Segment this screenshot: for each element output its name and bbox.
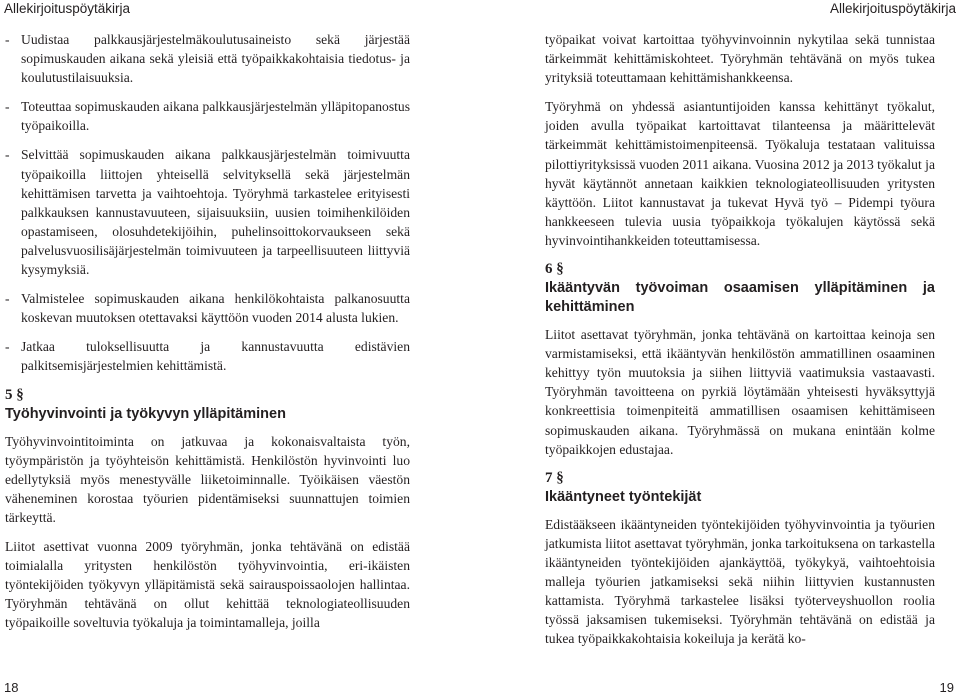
left-column bbox=[5, 30, 410, 642]
bullet-text: Jatkaa tuloksellisuutta ja kannustavuutta edistävien palkitsemisjärjestelmien kehittämistä. bbox=[21, 339, 410, 374]
right-column bbox=[545, 30, 935, 658]
section-number: 7 § bbox=[545, 469, 564, 486]
paragraph: Edistääkseen ikääntyneiden työntekijöiden työhyvinvointia ja työurien jatkumista liitot asettavat työryhmän, jonka tarkoituksena on tarkastella ikääntyneiden työntekijöiden ajankäyttöä, työkykyä, vaihtoehtoisia malleja työurien jatkamiseksi sekä niihin liittyvien kustannusten kattamista. Työryhmä tarkastelee lisäksi työterveyshuollon roolia työssä jaksamisen tukemiseksi. Työryhmän tehtävänä on edistää ja tukea työpaikkakohtaisia kokeiluja ja kerätä ko- bbox=[545, 516, 935, 647]
bullet-item: - Jatkaa tuloksellisuutta ja kannustavuutta edistävien palkitsemisjärjestelmien kehittämistä. bbox=[5, 339, 410, 374]
paragraph: Liitot asettavat työryhmän, jonka tehtävänä on kartoittaa keinoja sen varmistamiseksi, että ikääntyvän henkilöstön ammatillinen osaaminen kehittyy työn muutoksia ja siihen liittyviä vaatimuksia vastaavasti. Työryhmän tavoitteena on pyrkiä löytämään yhteisesti hyväksyttyjä konkreettisia toimenpiteitä ammatillisen osaamisen kehittämiseen sopimuskauden aikana. Työryhmässä on mukana enintään kolme työpaikkojen edustajaa. bbox=[545, 327, 935, 457]
section-title: Ikääntyvän työvoiman osaamisen ylläpitäminen ja kehittäminen bbox=[545, 280, 935, 316]
paragraph: Työryhmä on yhdessä asiantuntijoiden kanssa kehittänyt työkalut, joiden avulla työpaikat kartoittavat tilanteensa ja määrittelevät tärkeimmät kehittämistoimenpiteensä. Työkaluja testataan valituissa pilottiyrityksissä vuoden 2011 aikana. Vuosina 2012 ja 2013 työkalut ja hyvät käytännöt annetaan kaikkien teknologiateollisuuden yritysten käyttöön. Liitot kannustavat ja tukevat Hyvä työ – Pidempi työura hankkeeseen tulevia uusia työpaikkoja työkalujen käytössä sekä hyvinvointihankkeiden toteuttamisessa. bbox=[545, 99, 935, 248]
section-number: 5 § bbox=[5, 386, 24, 403]
left-running-header: Allekirjoituspöytäkirja bbox=[4, 1, 131, 16]
bullet-text: Valmistelee sopimuskauden aikana henkilökohtaista palkanosuutta koskevan muutoksen otettavaksi käyttöön vuoden 2014 alusta lukien. bbox=[21, 291, 410, 326]
section-number: 6 § bbox=[545, 261, 564, 278]
bullet-item: - Uudistaa palkkausjärjestelmäkoulutusaineisto sekä järjestää sopimuskauden aikana sekä yleisiä että työpaikkakohtaisia tiedotus- ja koulutustilaisuuksia. bbox=[5, 32, 410, 86]
bullet-text: Uudistaa palkkausjärjestelmäkoulutusaineisto sekä järjestää sopimuskauden aikana sekä yleisiä että työpaikkakohtaisia tiedotus- ja koulutustilaisuuksia. bbox=[21, 32, 410, 86]
bullet-text: Selvittää sopimuskauden aikana palkkausjärjestelmän toimivuutta työpaikoilla liittojen yhteisellä selvityksellä sekä järjestelmän kehittämisen tarvetta ja vaihtoehtoja. Työryhmä tarkastelee erityisesti palkkauksen kannustavuuteen, sijaisuuksiin, uusien toimihenkilöiden opastamiseen, olosuhdetekijöihin, puhelinsoittokorvaukseen sekä palvelusvuosilisäjärjestelmän toimivuuteen ja tarpeellisuuteen liittyviä kysymyksiä. bbox=[21, 147, 410, 278]
page-number: 19 bbox=[939, 680, 954, 695]
paragraph: työpaikat voivat kartoittaa työhyvinvoinnin nykytilaa sekä tunnistaa tärkeimmät kehittämiskohteet. Työryhmän tehtävänä on myös tukea yrityksiä toteuttamaan kehittämishankkeensa. bbox=[545, 32, 935, 86]
bullet-item: - Selvittää sopimuskauden aikana palkkausjärjestelmän toimivuutta työpaikoilla liittojen yhteisellä selvityksellä sekä järjestelmän kehittämisen tarvetta ja vaihtoehtoja. Työryhmä tarkastelee erityisesti palkkauksen kannustavuuteen, sijaisuuksiin, uusien toimihenkilöiden opastamiseen, olosuhdetekijöihin, puhelinsoittokorvaukseen sekä palvelusvuosilisäjärjestelmän toimivuuteen ja tarpeellisuuteen liittyviä kysymyksiä. bbox=[5, 147, 410, 278]
page-number: 18 bbox=[4, 680, 19, 695]
right-running-header: Allekirjoituspöytäkirja bbox=[829, 1, 956, 16]
bullet-text: Toteuttaa sopimuskauden aikana palkkausjärjestelmän ylläpitopanostus työpaikoilla. bbox=[21, 99, 410, 134]
paragraph: Työhyvinvointitoiminta on jatkuvaa ja kokonaisvaltaista työn, työympäristön ja työyhteisön kehittämistä. Henkilöstön hyvinvointi luo edellytyksiä myös menestyvälle liiketoiminnalle. Työikäisen väestön väheneminen korostaa työurien pidentämiseksi suunnattujen toimien tärkeyttä. bbox=[5, 433, 410, 525]
paragraph: Liitot asettivat vuonna 2009 työryhmän, jonka tehtävänä on edistää toimialalla yritysten henkilöstön työhyvinvointia, eri-ikäisten työntekijöiden työkyvyn ylläpitämistä sekä sairauspoissaolojen hallintaa. Työryhmän tehtävänä on ollut kehittää teknologiateollisuuden työpaikoille soveltuvia työkaluja ja toimintamalleja, joilla bbox=[5, 538, 410, 631]
section-title: Ikääntyneet työntekijät bbox=[545, 488, 702, 505]
right-page bbox=[480, 0, 960, 697]
bullet-item: - Toteuttaa sopimuskauden aikana palkkausjärjestelmän ylläpitopanostus työpaikoilla. bbox=[5, 99, 410, 134]
section-title: Työhyvinvointi ja työkyvyn ylläpitäminen bbox=[5, 405, 286, 422]
bullet-item: - Valmistelee sopimuskauden aikana henkilökohtaista palkanosuutta koskevan muutoksen otettavaksi käyttöön vuoden 2014 alusta lukien. bbox=[5, 291, 410, 326]
